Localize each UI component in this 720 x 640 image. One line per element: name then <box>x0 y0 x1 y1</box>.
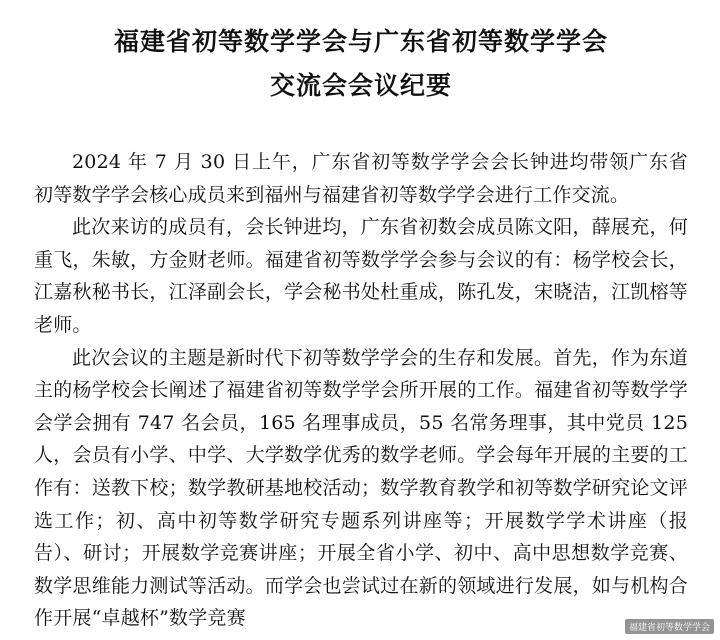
paragraph-3: 此次会议的主题是新时代下初等数学学会的生存和发展。首先，作为东道主的杨学校会长阐述了福建省初等数学学会所开展的工作。福建省初等数学学会学会拥有 747 名会员，165 名理事成员，55 名常务理事，其中党员 125 人，会员有小学、中学、大学数学优秀的数学老师。学会每年开展的主要的工作有：送教下校；数学教研基地校活动；数学教育教学和初等数学研究论文评选工作；初、高中初等数学研究专题系列讲座等；开展数学学术讲座（报告）、研讨；开展数学竞赛讲座；开展全省小学、初中、高中思想数学竞赛、数学思维能力测试等活动。而学会也尝试过在新的领域进行发展，如与机构合作开展“卓越杯”数学竞赛 <box>34 346 688 630</box>
title-spacing <box>34 108 688 146</box>
paragraph-2: 此次来访的成员有，会长钟进均，广东省初数会成员陈文阳，薛展充，何重飞，朱敏，方金财老师。福建省初等数学学会参与会议的有：杨学校会长，江嘉秋秘书长，江泽副会长，学会秘书处杜重成，陈孔发，宋晓洁，江凯榕等老师。 <box>34 216 688 336</box>
paragraph-1: 2024 年 7 月 30 日上午，广东省初等数学学会会长钟进均带领广东省初等数学学会核心成员来到福州与福建省初等数学学会进行工作交流。 <box>34 151 688 206</box>
document-title <box>34 20 688 108</box>
title-line-2: 交流会会议纪要 <box>269 71 452 100</box>
title-line-1: 福建省初等数学学会与广东省初等数学学会 <box>113 27 608 56</box>
source-watermark: 福建省初等数学学会 <box>625 619 714 634</box>
